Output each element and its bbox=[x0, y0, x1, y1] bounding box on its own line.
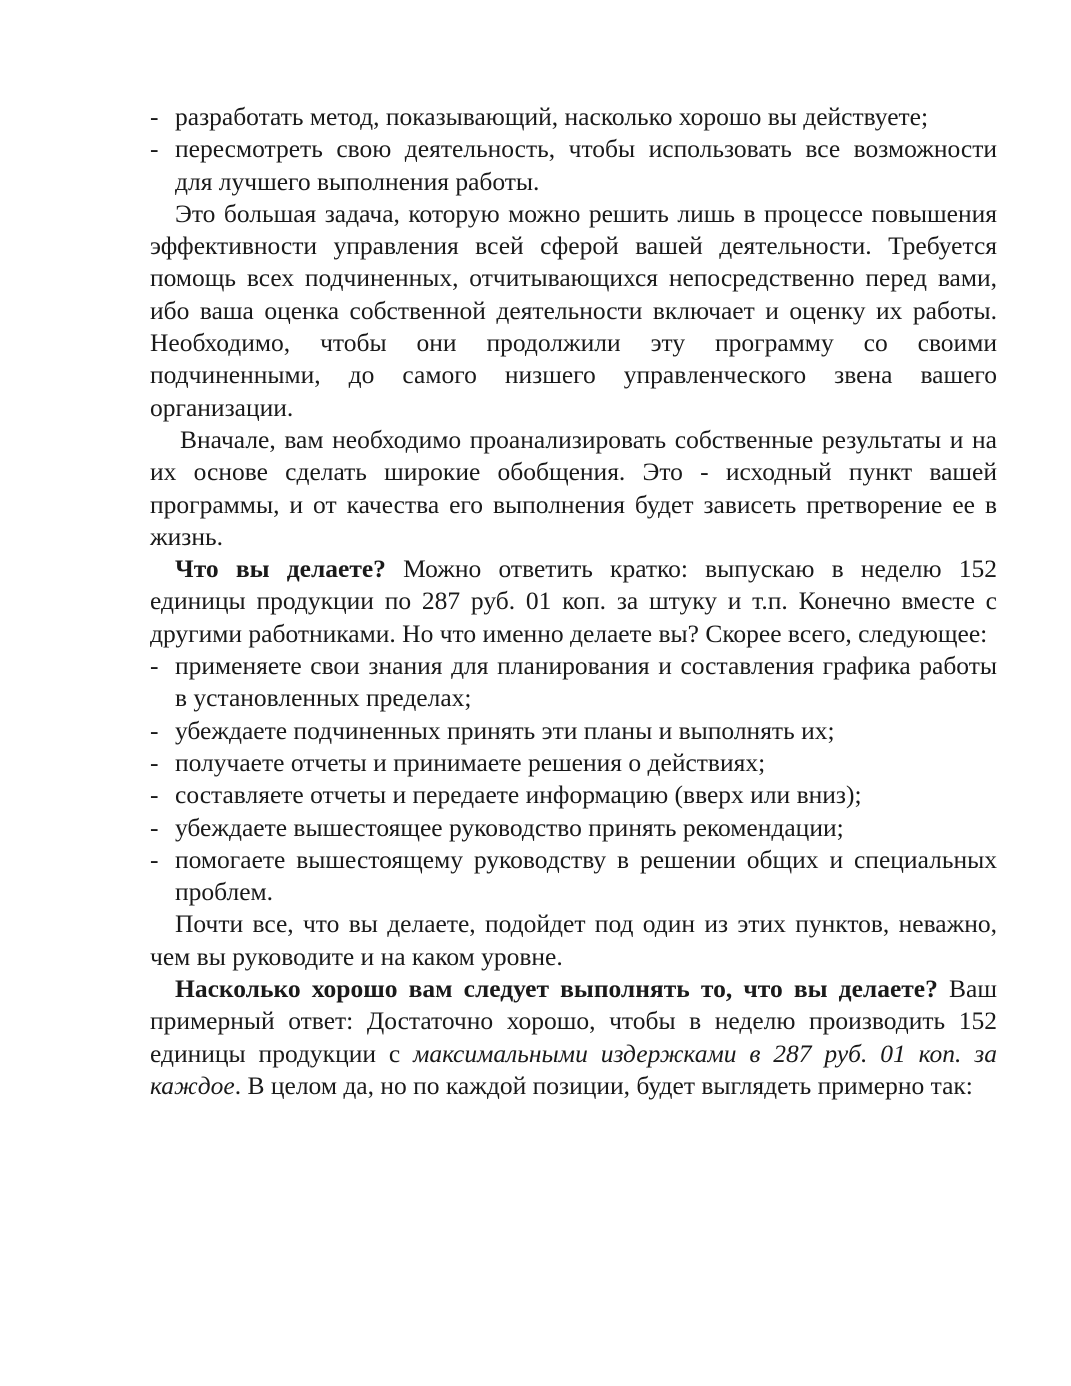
list-item-text: помогаете вышестоящему руководству в решении общих и специальных проблем. bbox=[175, 844, 997, 907]
list-item bbox=[150, 812, 997, 844]
paragraph-task: Это большая задача, которую можно решить лишь в процессе повышения эффективности управления всей сферой вашей деятельности. Требуется помощь всех подчиненных, отчитывающихся непосредственно перед вами, ибо ваша оценка собственной деятельности включает и оценку их работы. Необходимо, чтобы они продолжили эту программу со своими подчиненными, до самого низшего управленческого звена вашего организации. bbox=[150, 198, 997, 422]
list-item-text: убеждаете подчиненных принять эти планы и выполнять их; bbox=[175, 715, 835, 745]
list-item-text: разработать метод, показывающий, насколько хорошо вы действуете; bbox=[175, 102, 929, 131]
list-item-text: пересмотреть свою деятельность, чтобы использовать все возможности для лучшего выполнения работы. bbox=[175, 134, 997, 196]
paragraph-text: . В целом да, но по каждой позиции, будет выглядеть примерно так: bbox=[234, 1070, 973, 1100]
list-item bbox=[150, 715, 997, 747]
bullet-dash: - bbox=[150, 780, 159, 810]
list-item bbox=[150, 133, 997, 198]
list-item bbox=[150, 650, 997, 715]
bullet-dash: - bbox=[150, 812, 159, 842]
bullet-dash: - bbox=[150, 715, 159, 745]
bullet-dash: - bbox=[150, 844, 159, 874]
paragraph-what-you-do bbox=[150, 553, 997, 650]
bullet-dash: - bbox=[150, 134, 159, 164]
emphasis-text: максимальными издержками в 287 руб. 01 коп. за каждое bbox=[150, 1038, 997, 1100]
question-heading: Насколько хорошо вам следует выполнять то, что вы делаете? bbox=[175, 974, 938, 1004]
list-item bbox=[150, 844, 997, 909]
list-item bbox=[150, 101, 997, 133]
list-item bbox=[150, 747, 997, 779]
question-heading: Что вы делаете? bbox=[175, 554, 386, 584]
paragraph-how-well bbox=[150, 973, 997, 1102]
bullet-dash: - bbox=[150, 747, 159, 777]
paragraph-text: Ваш примерный ответ: Достаточно хорошо, чтобы в неделю производить 152 единицы продукции с bbox=[150, 974, 997, 1068]
paragraph-text: Можно ответить кратко: выпускаю в неделю 152 единицы продукции по 287 руб. 01 коп. за штуку и т.п. Конечно вместе с другими работниками. Но что именно делаете вы? Скорее всего, следующее: bbox=[150, 554, 997, 648]
document-page bbox=[150, 101, 997, 1102]
bullet-dash: - bbox=[150, 102, 159, 131]
bullet-dash: - bbox=[150, 651, 159, 681]
list-item-text: составляете отчеты и передаете информацию (вверх или вниз); bbox=[175, 780, 862, 810]
paragraph-start: Вначале, вам необходимо проанализировать собственные результаты и на их основе сделать широкие обобщения. Это - исходный пункт вашей программы, и от качества его выполнения будет зависеть претворение ее в жизнь. bbox=[150, 424, 997, 551]
list-item-text: получаете отчеты и принимаете решения о действиях; bbox=[175, 747, 766, 777]
paragraph-almost-all: Почти все, что вы делаете, подойдет под один из этих пунктов, неважно, чем вы руководите и на каком уровне. bbox=[150, 909, 997, 971]
list-item-text: убеждаете вышестоящее руководство принять рекомендации; bbox=[175, 812, 844, 842]
list-item-text: применяете свои знания для планирования и составления графика работы в установленных пределах; bbox=[175, 651, 997, 713]
list-item bbox=[150, 779, 997, 811]
